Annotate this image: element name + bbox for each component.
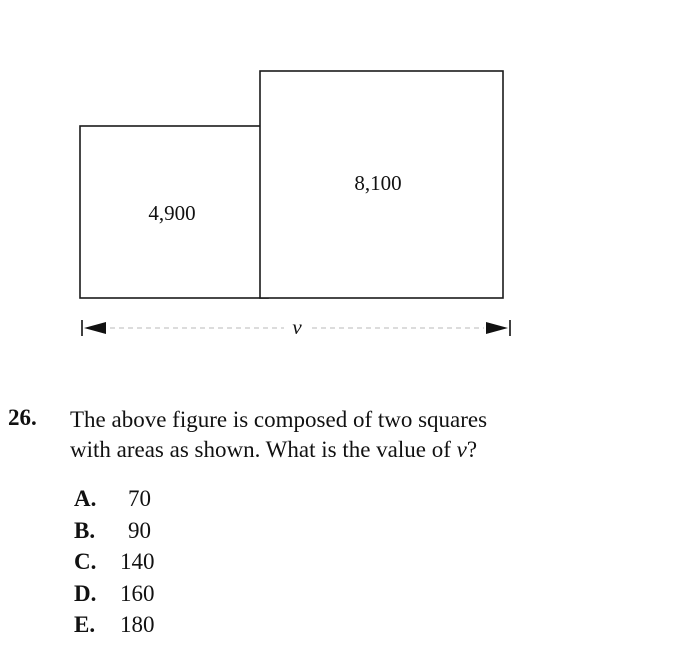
- choice-c[interactable]: [74, 546, 155, 578]
- choice-value: 160: [120, 580, 155, 606]
- question-variable: v: [456, 437, 467, 462]
- choice-value: 70: [128, 486, 151, 511]
- choice-letter: B.: [74, 517, 96, 543]
- question-text-line-2-suffix: ?: [466, 437, 478, 462]
- question-number: 26.: [8, 405, 37, 430]
- choice-letter: C.: [74, 549, 97, 574]
- choice-value: 180: [120, 612, 155, 637]
- choice-b[interactable]: [74, 515, 155, 547]
- choice-letter: E.: [74, 612, 96, 637]
- answer-choices: [74, 483, 155, 641]
- question-text: [70, 405, 630, 465]
- left-square-area-label: 4,900: [148, 201, 196, 225]
- dimension-right-arrowhead: [486, 322, 508, 334]
- right-square-area-label: 8,100: [354, 171, 402, 195]
- choice-value: 140: [120, 549, 155, 574]
- question-text-line-2: [70, 435, 630, 465]
- dimension-variable-label: v: [292, 315, 302, 339]
- question-text-line-2-prefix: with areas as shown. What is the value of: [70, 437, 457, 462]
- dimension-left-arrowhead: [84, 322, 106, 334]
- choice-d[interactable]: [74, 578, 155, 610]
- question-text-line-1: The above figure is composed of two squares: [70, 407, 488, 432]
- choice-letter: A.: [74, 486, 97, 511]
- choice-a[interactable]: [74, 483, 155, 515]
- choice-letter: D.: [74, 580, 97, 606]
- choice-value: 90: [128, 517, 151, 543]
- choice-e[interactable]: [74, 609, 155, 641]
